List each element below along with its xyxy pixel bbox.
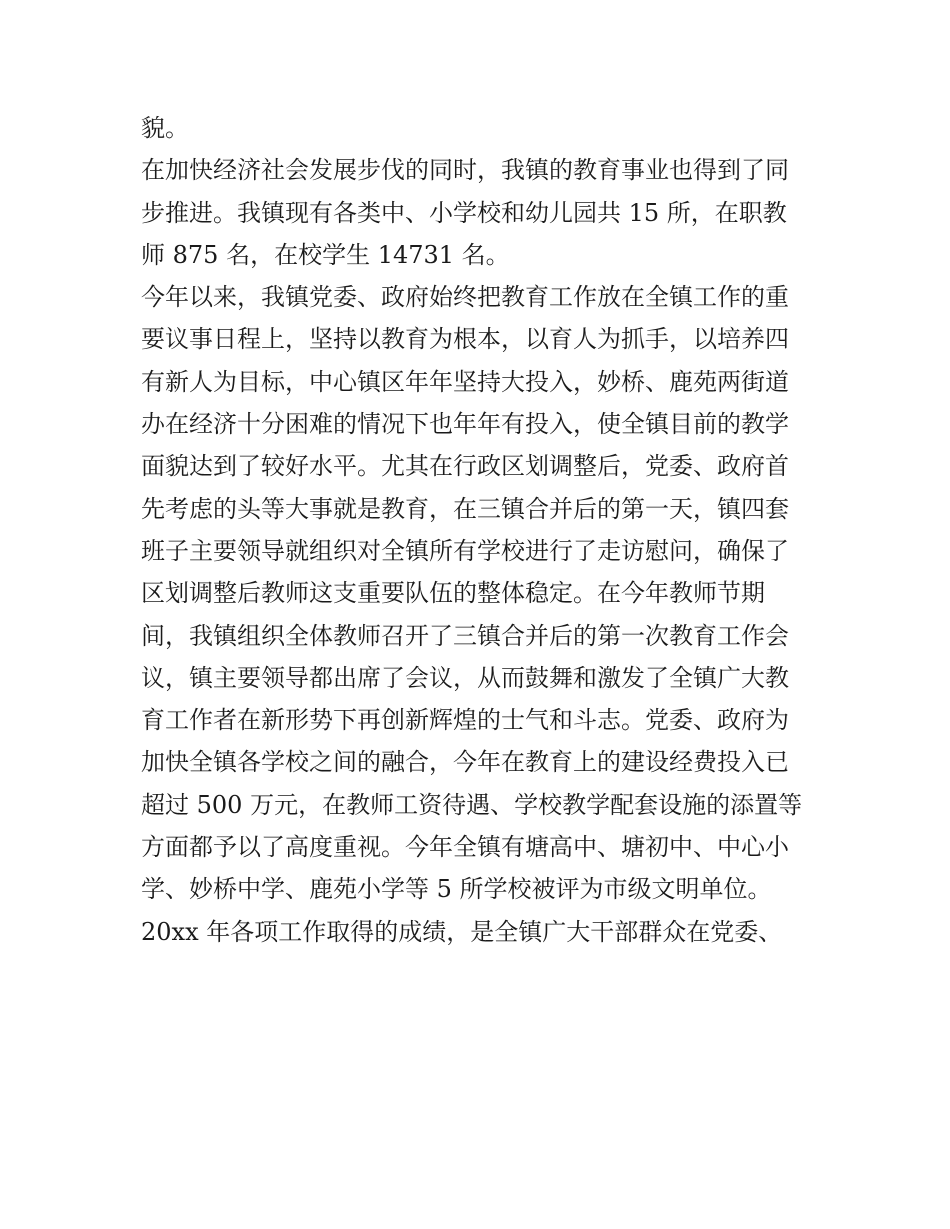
text-line: 间，我镇组织全体教师召开了三镇合并后的第一次教育工作会 xyxy=(141,621,789,650)
text-line: 班子主要领导就组织对全镇所有学校进行了走访慰问，确保了 xyxy=(141,536,789,565)
text-line: 先考虑的头等大事就是教育，在三镇合并后的第一天，镇四套 xyxy=(141,494,789,523)
text-line: 加快全镇各学校之间的融合，今年在教育上的建设经费投入已 xyxy=(141,748,789,777)
body-text xyxy=(141,107,821,953)
text-line: 要议事日程上，坚持以教育为根本，以育人为抓手，以培养四 xyxy=(141,325,789,354)
text-line: 育工作者在新形势下再创新辉煌的士气和斗志。党委、政府为 xyxy=(141,706,789,735)
text-line: 步推进。我镇现有各类中、小学校和幼儿园共 15 所，在职教 xyxy=(141,198,787,227)
text-line: 学、妙桥中学、鹿苑小学等 5 所学校被评为市级文明单位。 xyxy=(141,875,772,904)
text-line: 师 875 名，在校学生 14731 名。 xyxy=(141,240,510,269)
text-line: 办在经济十分困难的情况下也年年有投入，使全镇目前的教学 xyxy=(141,410,789,439)
text-line: 区划调整后教师这支重要队伍的整体稳定。在今年教师节期 xyxy=(141,579,765,608)
text-line: 方面都予以了高度重视。今年全镇有塘高中、塘初中、中心小 xyxy=(141,833,789,862)
text-line: 有新人为目标，中心镇区年年坚持大投入，妙桥、鹿苑两街道 xyxy=(141,367,789,396)
text-line: 今年以来，我镇党委、政府始终把教育工作放在全镇工作的重 xyxy=(141,283,789,312)
text-line: 面貌达到了较好水平。尤其在行政区划调整后，党委、政府首 xyxy=(141,452,789,481)
text-line: 在加快经济社会发展步伐的同时，我镇的教育事业也得到了同 xyxy=(141,156,789,185)
text-line: 议，镇主要领导都出席了会议，从而鼓舞和激发了全镇广大教 xyxy=(141,663,789,692)
text-line: 貌。 xyxy=(141,114,189,142)
text-line: 超过 500 万元，在教师工资待遇、学校教学配套设施的添置等 xyxy=(141,790,803,819)
text-line: 20xx 年各项工作取得的成绩，是全镇广大干部群众在党委、 xyxy=(141,917,783,946)
